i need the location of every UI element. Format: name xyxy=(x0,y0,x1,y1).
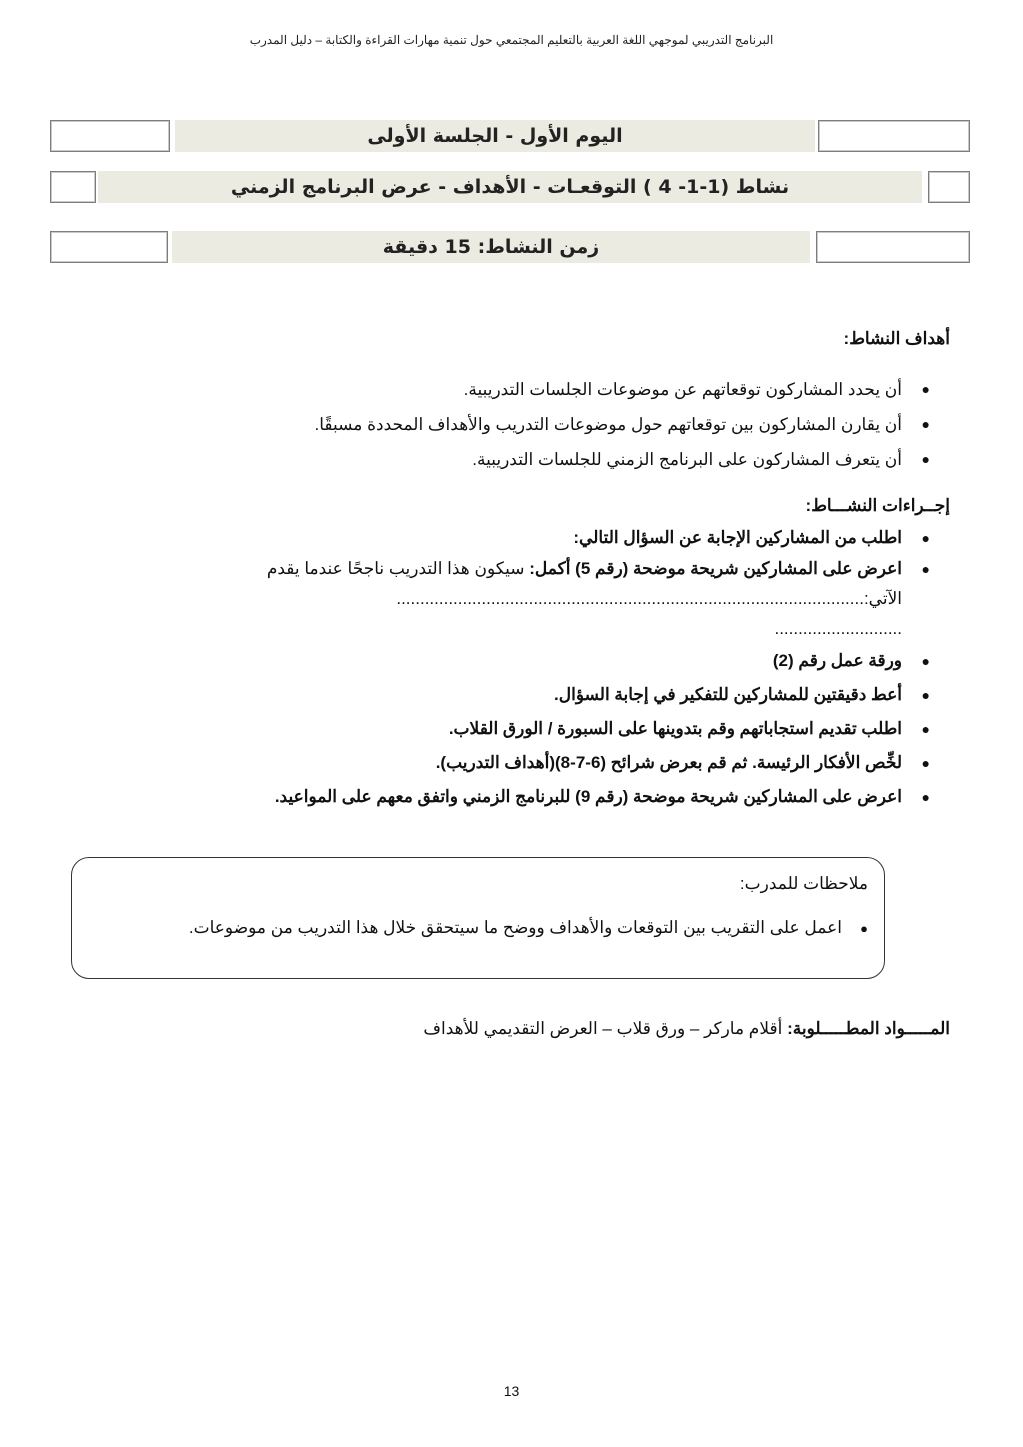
banner-frame-right xyxy=(928,171,970,203)
bullet-icon: ● xyxy=(921,687,930,703)
banner-frame-right xyxy=(816,231,970,263)
bullet-icon: ● xyxy=(860,921,868,936)
materials-value: أقلام ماركر – ورق قلاب – العرض التقديمي للأهداف xyxy=(423,1019,783,1038)
list-item: ● أن يتعرف المشاركون على البرنامج الزمني للجلسات التدريبية. xyxy=(314,442,950,477)
bullet-icon: ● xyxy=(921,381,930,397)
bullet-icon: ● xyxy=(921,789,930,805)
list-item: ● اطلب تقديم استجاباتهم وقم بتدوينها على السبورة / الورق القلاب. xyxy=(70,712,950,746)
procedures-list xyxy=(70,522,950,814)
trainer-notes-title: ملاحظات للمدرب: xyxy=(739,874,868,893)
bullet-icon: ● xyxy=(921,416,930,432)
day-session-title: اليوم الأول - الجلسة الأولى xyxy=(175,120,815,152)
list-item: ● ورقة عمل رقم (2) xyxy=(70,644,950,678)
list-item: ● أن يحدد المشاركون توقعاتهم عن موضوعات الجلسات التدريبية. xyxy=(314,372,950,407)
banner-frame-left xyxy=(50,171,96,203)
list-item: ● أن يقارن المشاركون بين توقعاتهم حول موضوعات التدريب والأهداف المحددة مسبقًا. xyxy=(314,407,950,442)
objectives-list xyxy=(314,372,950,477)
list-item: ● اطلب من المشاركين الإجابة عن السؤال التالي: xyxy=(70,522,950,554)
duration-banner xyxy=(50,231,970,265)
list-item: ● لخِّص الأفكار الرئيسة. ثم قم بعرض شرائح (6-7-8)(أهداف التدريب). xyxy=(70,746,950,780)
duration-title: زمن النشاط: 15 دقيقة xyxy=(172,231,810,263)
page-number: 13 xyxy=(503,1383,520,1399)
bullet-icon: ● xyxy=(921,561,930,577)
materials-line xyxy=(423,1019,950,1039)
activity-banner xyxy=(50,171,970,205)
bullet-icon: ● xyxy=(921,755,930,771)
banner-frame-right xyxy=(818,120,970,152)
banner-frame-left xyxy=(50,120,170,152)
materials-label: المـــــواد المطـــــلوبة: xyxy=(787,1019,950,1038)
objectives-heading: أهداف النشاط: xyxy=(843,329,950,348)
bullet-icon: ● xyxy=(921,721,930,737)
trainer-notes-box xyxy=(71,857,885,979)
bullet-icon: ● xyxy=(921,451,930,467)
running-header: البرنامج التدريبي لموجهي اللغة العربية بالتعليم المجتمعي حول تنمية مهارات القراءة والكتابة – دليل المدرب xyxy=(249,33,774,47)
day-session-banner xyxy=(50,120,970,154)
list-item: ● اعرض على المشاركين شريحة موضحة (رقم 9) للبرنامج الزمني واتفق معهم على المواعيد. xyxy=(70,780,950,814)
list-item: ● أعط دقيقتين للمشاركين للتفكير في إجابة السؤال. xyxy=(70,678,950,712)
banner-frame-left xyxy=(50,231,168,263)
trainer-note-item: ● اعمل على التقريب بين التوقعات والأهداف ووضح ما سيتحقق خلال هذا التدريب من موضوعات. xyxy=(188,918,868,937)
bullet-icon: ● xyxy=(921,530,930,546)
procedures-heading: إجــراءات النشـــاط: xyxy=(805,496,950,515)
bullet-icon: ● xyxy=(921,653,930,669)
list-item: ● اعرض على المشاركين شريحة موضحة (رقم 5) أكمل: سيكون هذا التدريب ناجحًا عندما يقدم الآتي:................................................................................................... ........................... xyxy=(70,554,950,644)
activity-title: نشاط (1-1- 4 ) التوقعـات - الأهداف - عرض البرنامج الزمني xyxy=(98,171,922,203)
